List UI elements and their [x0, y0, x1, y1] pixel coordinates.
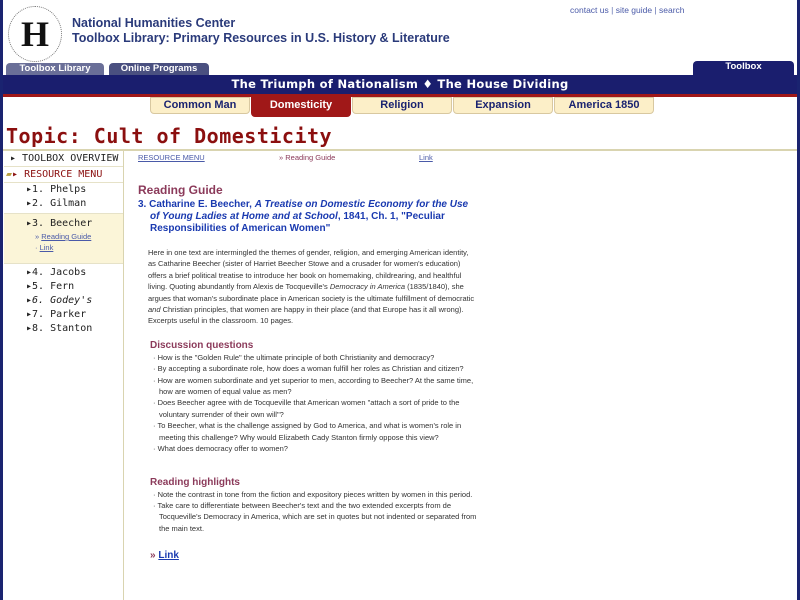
search-link[interactable]: search [659, 5, 685, 15]
section-heading: Reading Guide [138, 183, 223, 197]
page-title: Topic: Cult of Domesticity [6, 124, 333, 148]
list-item: · How are women subordinate and yet superior to men, according to Beecher? At the same time, how are women of equal value as men? [153, 375, 478, 398]
list-item: · Note the contrast in tone from the fiction and expository pieces written by women in this period. [153, 489, 478, 500]
subtab-expansion[interactable]: Expansion [453, 97, 553, 114]
resource-link: » Link [150, 550, 179, 562]
highlights-heading: Reading highlights [150, 476, 240, 488]
sidebar-item-beecher[interactable]: ▸3. Beecher [26, 218, 93, 229]
tab-online-programs[interactable]: Online Programs [109, 63, 209, 75]
intro-text: Here in one text are intermingled the themes of gender, religion, and emerging American identity, as Catharine Beecher (sister of Harriet Beecher Stowe and a crusader for women's education) offers a brief political treatise to introduce her book on homemaking, childrearing, and healthful living. Quoting abundantly from Alexis de Tocqueville's Democracy in America (1835/1840), she argues that woman's subordinate place in American society is the ultimate fulfillment of democratic and Christian principles, that women are happy in their place (and that Europe has it all wrong). Excerpts useful in the classroom. 10 pages. [148, 248, 475, 326]
sidebar-item-gilman[interactable]: ▸2. Gilman [26, 198, 87, 209]
era-nationalism[interactable]: The Triumph of Nationalism [231, 77, 419, 91]
subtab-religion[interactable]: Religion [352, 97, 452, 114]
sidebar-item-beecher-group [4, 213, 123, 264]
top-links: contact us | site guide | search [570, 5, 685, 15]
sidebar [4, 151, 124, 600]
list-item: · Does Beecher agree with de Tocqueville that American women "attach a sort of pride to the voluntary surrender of their own will"? [153, 397, 478, 420]
sidebar-item-stanton[interactable]: ▸8. Stanton [26, 323, 93, 334]
sidebar-resource-menu[interactable]: ▰▸ RESOURCE MENU [4, 167, 123, 183]
list-item: · To Beecher, what is the challenge assigned by God to America, and what is women's role in meeting this challenge? Why would Elizabeth Cady Stanton firmly oppose this view? [153, 420, 478, 443]
subtab-domesticity[interactable]: Domesticity [251, 97, 351, 117]
era-house-dividing[interactable]: The House Dividing [437, 77, 569, 91]
tab-toolbox[interactable]: Toolbox [693, 61, 794, 75]
era-band [3, 75, 797, 97]
sidebar-item-jacobs[interactable]: ▸4. Jacobs [26, 267, 87, 278]
main-content [138, 153, 478, 561]
list-item: · How is the "Golden Rule" the ultimate principle of both Christianity and democracy? [153, 352, 478, 363]
list-item: · What does democracy offer to women? [153, 443, 478, 454]
crumb-link[interactable]: Link [419, 153, 433, 162]
discussion-heading: Discussion questions [150, 339, 254, 351]
citation: 3. Catharine E. Beecher, A Treatise on Domestic Economy for the Use of Young Ladies at Home and at School, 1841, Ch. 1, "Peculiar Responsibilities of American Women" [138, 199, 469, 234]
crumb-current: » Reading Guide [279, 153, 336, 162]
sidebar-reading-guide[interactable]: » Reading Guide [35, 232, 92, 241]
list-item: · Take care to differentiate between Beecher's text and the two extended excerpts from de Tocqueville's Democracy in America, which are set in quotes but not indented or separated from the main text. [153, 500, 478, 534]
discussion-list [153, 352, 478, 455]
list-item: · By accepting a subordinate role, how does a woman fulfill her roles as Christian and citizen? [153, 363, 478, 374]
sidebar-item-parker[interactable]: ▸7. Parker [26, 309, 87, 320]
link-anchor[interactable]: Link [158, 550, 179, 562]
site-guide-link[interactable]: site guide [615, 5, 653, 15]
folder-icon: ▰ [6, 169, 13, 180]
contact-link[interactable]: contact us [570, 5, 609, 15]
tab-toolbox-library[interactable]: Toolbox Library [6, 63, 104, 75]
site-title: National Humanities Center Toolbox Library: Primary Resources in U.S. History & Literature [72, 16, 450, 45]
highlights-list [153, 489, 478, 535]
sidebar-overview[interactable]: ▸ TOOLBOX OVERVIEW [4, 151, 123, 167]
crumb-resource-menu[interactable]: RESOURCE MENU [138, 153, 205, 162]
resource-crumbs [138, 153, 478, 165]
sidebar-link[interactable]: · Link [35, 243, 54, 252]
sidebar-item-fern[interactable]: ▸5. Fern [26, 281, 75, 292]
nhc-logo[interactable]: H [8, 6, 62, 62]
diamond-icon: ♦ [422, 77, 434, 91]
sidebar-item-godeys[interactable]: ▸6. Godey's [26, 295, 93, 306]
sidebar-item-phelps[interactable]: ▸1. Phelps [26, 184, 87, 195]
subtab-america-1850[interactable]: America 1850 [554, 97, 654, 114]
subtab-common-man[interactable]: Common Man [150, 97, 250, 114]
